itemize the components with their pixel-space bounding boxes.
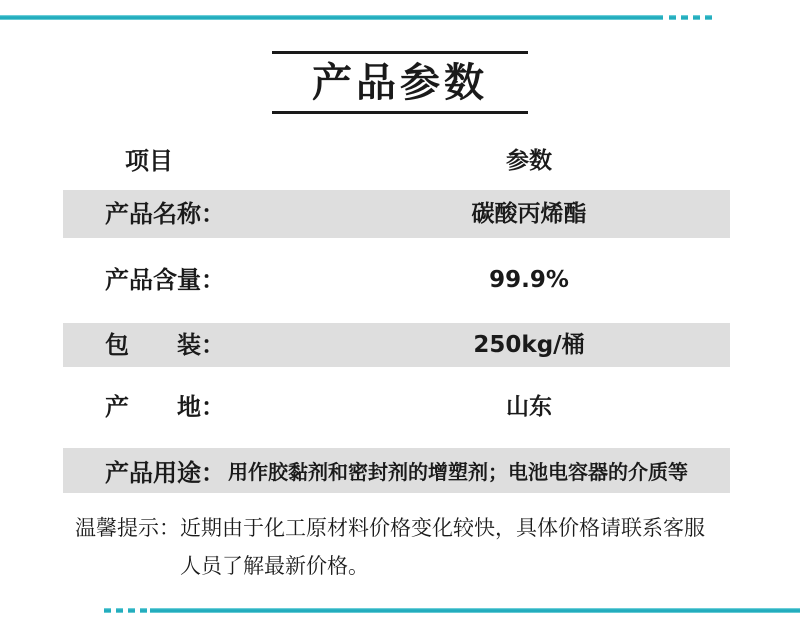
header-item: 项目 [125,147,173,175]
bottom-accent-dash [104,608,111,613]
top-accent-dash [669,15,676,20]
row-value: 山东 [506,394,552,420]
table-row [63,238,730,323]
notice [75,509,740,585]
row-value: 99.9% [489,267,569,293]
title-overline [272,51,528,54]
notice-line-2: 人员了解最新价格。 [180,554,369,578]
table-row [63,367,730,448]
bottom-accent-dash [128,608,135,613]
page-title: 产品参数 [312,60,488,106]
notice-line-1: 近期由于化工原材料价格变化较快，具体价格请联系客服 [180,516,705,540]
title-underline [272,111,528,114]
row-label: 产 地： [105,393,225,421]
table-header-row [63,139,730,183]
table-row [63,323,730,367]
bottom-accent-dash [116,608,123,613]
row-label: 产品含量： [105,266,225,294]
row-value: 250kg/桶 [473,332,585,358]
row-value: 用作胶黏剂和密封剂的增塑剂；电池电容器的介质等 [228,460,688,484]
table-row-usage [63,448,730,493]
row-label: 包 装： [105,331,225,359]
row-label: 产品用途： [105,459,225,487]
top-accent-dash [681,15,688,20]
notice-label: 温馨提示： [75,516,180,540]
header-param: 参数 [506,148,552,174]
top-accent-dash [705,15,712,20]
row-label: 产品名称： [105,200,225,228]
bottom-accent-line [150,608,800,613]
top-accent-line [0,15,663,20]
top-accent-dash [693,15,700,20]
table-row [63,190,730,238]
notice-text [180,509,740,585]
bottom-accent-dash [140,608,147,613]
row-value: 碳酸丙烯酯 [471,201,587,227]
